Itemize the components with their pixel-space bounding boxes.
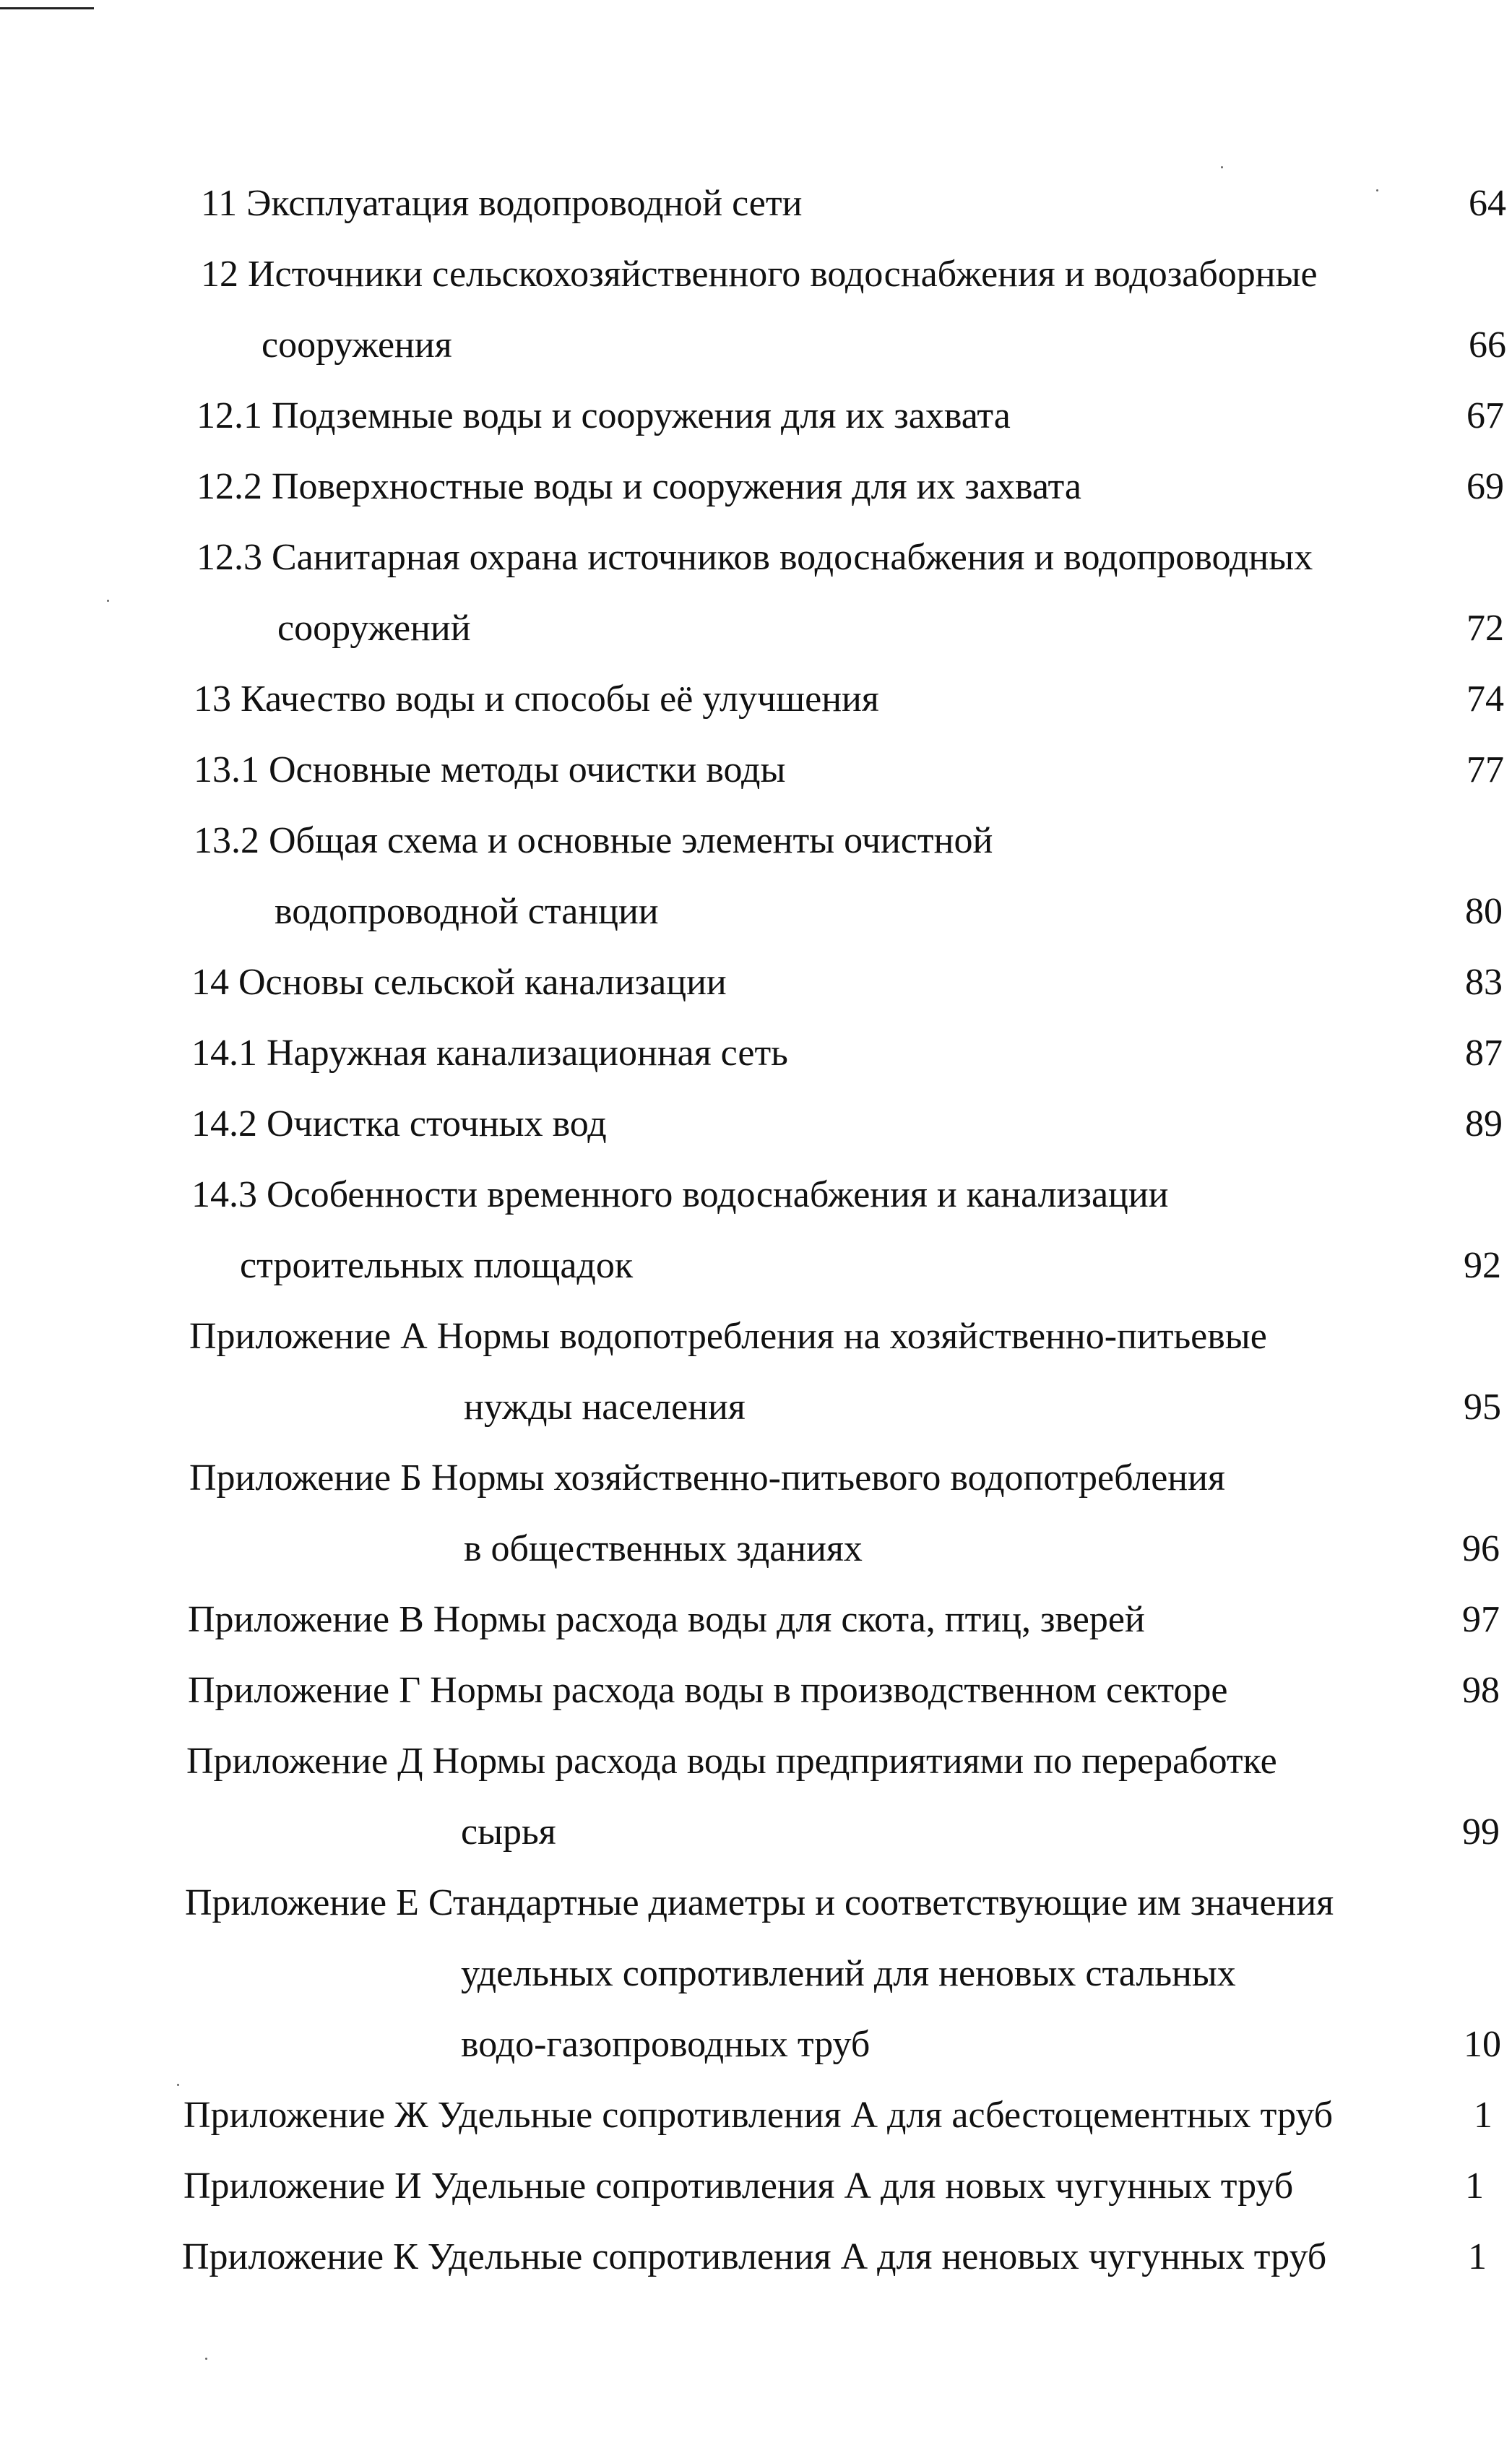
toc-entry-title-continued: удельных сопротивлений для неновых стальных <box>461 1953 1236 1994</box>
toc-entry-page: 69 <box>1466 466 1504 507</box>
toc-entry-title: 13 Качество воды и способы её улучшения <box>194 678 879 720</box>
toc-entry-title: 14.1 Наружная канализационная сеть <box>191 1033 788 1074</box>
scan-speck <box>107 600 109 602</box>
toc-entry-page: 77 <box>1466 749 1504 790</box>
toc-entry-title: Приложение В Нормы расхода воды для скота, птиц, зверей <box>188 1599 1145 1640</box>
toc-entry-title: 11 Эксплуатация водопроводной сети <box>201 183 803 224</box>
toc-entry-title-continued: строительных площадок <box>240 1245 634 1286</box>
toc-entry-title-continued: водопроводной станции <box>275 891 659 932</box>
toc-entry-title: Приложение К Удельные сопротивления А для неновых чугунных труб <box>182 2236 1327 2277</box>
toc-entry-page: 99 <box>1462 1811 1500 1853</box>
toc-entry-title-continued: нужды населения <box>464 1387 746 1428</box>
toc-entry-page: 64 <box>1469 183 1506 224</box>
toc-entry-title: Приложение Г Нормы расхода воды в производственном секторе <box>188 1670 1228 1711</box>
toc-entry-page: 10 <box>1464 2024 1501 2065</box>
toc-entry-title: 12.2 Поверхностные воды и сооружения для их захвата <box>196 466 1081 507</box>
toc-entry-title: Приложение Ж Удельные сопротивления А для асбестоцементных труб <box>183 2095 1334 2136</box>
toc-entry-page: 95 <box>1464 1387 1501 1428</box>
toc-entry-title: 14.3 Особенности временного водоснабжения и канализации <box>191 1174 1169 1215</box>
scan-speck <box>1376 189 1378 191</box>
toc-entry-title: Приложение А Нормы водопотребления на хозяйственно-питьевые <box>189 1316 1267 1357</box>
toc-entry-title: 12 Источники сельскохозяйственного водоснабжения и водозаборные <box>201 254 1318 295</box>
toc-entry-page: 87 <box>1465 1033 1503 1074</box>
toc-entry-title: 13.2 Общая схема и основные элементы очистной <box>194 820 993 861</box>
toc-entry-title: 14.2 Очистка сточных вод <box>191 1103 607 1144</box>
toc-entry-page: 74 <box>1466 678 1504 720</box>
toc-entry-title: 13.1 Основные методы очистки воды <box>194 749 786 790</box>
toc-entry-title: 14 Основы сельской канализации <box>191 962 727 1003</box>
toc-entry-title-continued: сооружения <box>262 324 452 366</box>
toc-entry-title: Приложение И Удельные сопротивления А для новых чугунных труб <box>183 2165 1294 2207</box>
toc-entry-page: 1 <box>1468 2236 1487 2277</box>
toc-entry-page: 1 <box>1474 2095 1492 2136</box>
toc-entry-page: 92 <box>1464 1245 1501 1286</box>
toc-entry-page: 72 <box>1466 608 1504 649</box>
toc-entry-page: 66 <box>1469 324 1506 366</box>
toc-entry-title-continued: сооружений <box>277 608 471 649</box>
toc-entry-title: Приложение Б Нормы хозяйственно-питьевого водопотребления <box>189 1457 1225 1499</box>
toc-entry-title-continued: сырья <box>461 1811 556 1853</box>
toc-entry-title: 12.3 Санитарная охрана источников водоснабжения и водопроводных <box>196 537 1313 578</box>
toc-entry-title: Приложение Д Нормы расхода воды предприятиями по переработке <box>186 1741 1277 1782</box>
toc-entry-title-continued: в общественных зданиях <box>464 1528 863 1569</box>
toc-entry-title: Приложение Е Стандартные диаметры и соответствующие им значения <box>185 1882 1334 1923</box>
toc-entry-page: 80 <box>1465 891 1503 932</box>
toc-entry-page: 1 <box>1465 2165 1484 2207</box>
toc-entry-page: 67 <box>1466 395 1504 436</box>
toc-entry-title-continued: водо-газопроводных труб <box>461 2024 871 2065</box>
toc-entry-page: 97 <box>1462 1599 1500 1640</box>
toc-entry-page: 98 <box>1462 1670 1500 1711</box>
toc-entry-page: 96 <box>1462 1528 1500 1569</box>
scan-speck <box>177 2084 179 2086</box>
toc-entry-page: 83 <box>1465 962 1503 1003</box>
toc-entry-page: 89 <box>1465 1103 1503 1144</box>
toc-entry-title: 12.1 Подземные воды и сооружения для их захвата <box>196 395 1011 436</box>
scan-speck <box>205 2358 207 2360</box>
scan-speck <box>1221 166 1223 168</box>
